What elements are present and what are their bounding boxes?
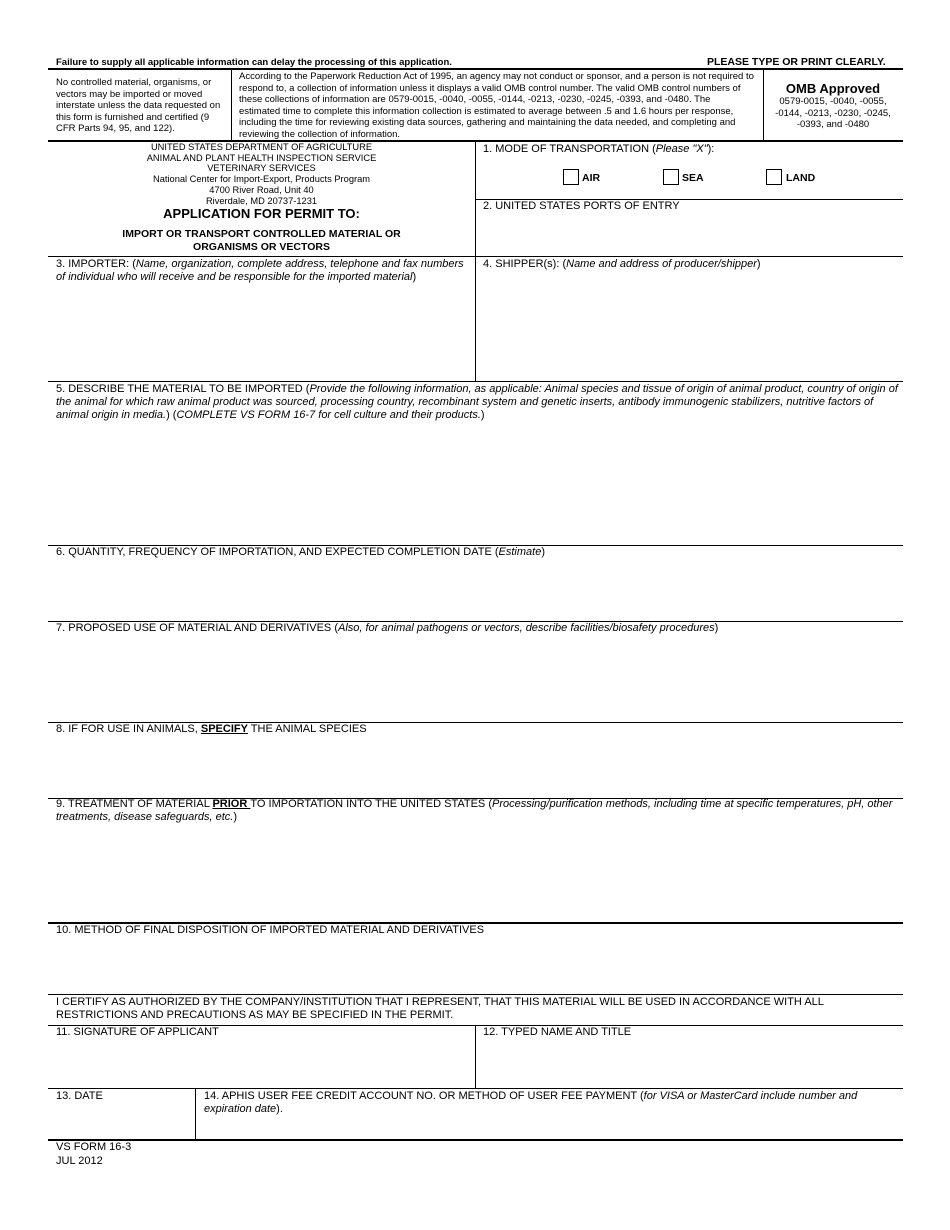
date-field[interactable] [50,1106,193,1138]
divider [475,141,476,381]
importer-label: 3. IMPORTER: (Name, organization, complete address, telephone and fax numbers of individual who will receive and be responsible for the imported material) [56,258,464,283]
sea-label: SEA [682,172,704,184]
quantity-label: 6. QUANTITY, FREQUENCY OF IMPORTATION, AND EXPECTED COMPLETION DATE (Estimate) [56,546,545,558]
divider [48,68,903,70]
fee-label: 14. APHIS USER FEE CREDIT ACCOUNT NO. OR METHOD OF USER FEE PAYMENT (for VISA or MasterCard include number and expiration date). [204,1090,858,1115]
agency-line: 4700 River Road, Unit 40 [209,184,314,195]
agency-line: ANIMAL AND PLANT HEALTH INSPECTION SERVICE [146,152,377,163]
omb-approved-title: OMB Approved [785,81,881,96]
land-checkbox[interactable] [766,169,782,185]
agency-line: Riverdale, MD 20737-1231 [205,195,318,206]
signature-field[interactable] [50,1042,473,1086]
divider [48,994,903,995]
transport-label: 1. MODE OF TRANSPORTATION (Please "X"): [483,143,715,155]
divider [475,1026,476,1088]
shipper-field[interactable] [477,272,902,380]
divider [231,69,232,140]
animals-label: 8. IF FOR USE IN ANIMALS, SPECIFY THE ANIMAL SPECIES [56,723,367,735]
form-date: JUL 2012 [56,1155,103,1167]
divider [48,1088,903,1089]
agency-block [48,142,475,253]
ports-label: 2. UNITED STATES PORTS OF ENTRY [483,200,680,212]
controlled-material-notice: No controlled material, organisms, or vectors may be imported or moved interstate unless the data requested on this form is furnished and certified (9 CFR Parts 94, 95, and 122). [56,77,221,134]
form-subtitle: ORGANISMS OR VECTORS [193,240,330,253]
divider [48,1139,903,1141]
quantity-field[interactable] [50,562,902,619]
typed-name-field[interactable] [477,1042,902,1086]
animals-field[interactable] [50,739,902,796]
date-label: 13. DATE [56,1090,103,1102]
fee-field[interactable] [197,1118,902,1138]
agency-line: VETERINARY SERVICES [207,163,316,174]
form-subtitle: IMPORT OR TRANSPORT CONTROLLED MATERIAL OR [122,228,401,241]
form-title: APPLICATION FOR PERMIT TO: [163,206,360,222]
divider [195,1089,196,1139]
shipper-label: 4. SHIPPER(s): (Name and address of producer/shipper) [483,258,761,270]
form-number: VS FORM 16-3 [56,1141,132,1153]
divider [48,381,903,382]
treatment-field[interactable] [50,826,902,920]
agency-line: UNITED STATES DEPARTMENT OF AGRICULTURE [150,142,373,152]
divider [763,69,764,140]
land-label: LAND [786,172,816,184]
ports-field[interactable] [477,214,902,254]
disposition-field[interactable] [50,940,902,992]
header-warning: Failure to supply all applicable information can delay the processing of this application. [56,57,452,68]
signature-label: 11. SIGNATURE OF APPLICANT [56,1026,219,1038]
omb-numbers: 0579-0015, -0040, -0055, -0144, -0213, -0230, -0245, -0393, and -0480 [775,96,891,130]
print-clearly-note: PLEASE TYPE OR PRINT CLEARLY. [707,56,886,68]
air-checkbox[interactable] [563,169,579,185]
typed-name-label: 12. TYPED NAME AND TITLE [483,1026,632,1038]
importer-field[interactable] [50,285,473,379]
treatment-label: 9. TREATMENT OF MATERIAL PRIOR TO IMPORTATION INTO THE UNITED STATES (Processing/purification methods, including time at specific temperatures, pH, other treatments, disease safeguards, etc.) [56,798,893,823]
material-field[interactable] [50,424,902,543]
use-field[interactable] [50,638,902,720]
certification-text: I CERTIFY AS AUTHORIZED BY THE COMPANY/INSTITUTION THAT I REPRESENT, THAT THIS MATERIAL WILL BE USED IN ACCORDANCE WITH ALL RESTRICTIONS AND PRECAUTIONS AS MAY BE SPECIFIED IN THE PERMIT. [56,996,824,1021]
air-label: AIR [582,172,601,184]
agency-line: National Center for Import-Export, Products Program [152,174,370,185]
divider [48,256,903,257]
use-label: 7. PROPOSED USE OF MATERIAL AND DERIVATIVES (Also, for animal pathogens or vectors, describe facilities/biosafety procedures) [56,622,719,634]
paperwork-notice: According to the Paperwork Reduction Act of 1995, an agency may not conduct or sponsor, and a person is not required to respond to, a collection of information unless it displays a valid OMB control number. The valid OMB control numbers of these collections of information are 0579-0015, -0040, -0055, -0144, -0213, -0230, -0245, -0393, and -0480. The estimated time to complete this information collection is estimated to average between .5 and 1.6 hours per response, including the time for reviewing existing data sources, gathering and maintaining the data needed, and completing and reviewing the collection of information. [239,71,754,140]
sea-checkbox[interactable] [663,169,679,185]
material-label: 5. DESCRIBE THE MATERIAL TO BE IMPORTED (Provide the following information, as applicable: Animal species and tissue of origin of animal product, country of origin of the animal for which raw animal product was sourced, processing country, recombinant system and genetic inserts, antibody immunogenic stabilizers, nutritive factors of animal origin in media.) (COMPLETE VS FORM 16-7 for cell culture and their products.) [56,383,898,421]
disposition-label: 10. METHOD OF FINAL DISPOSITION OF IMPORTED MATERIAL AND DERIVATIVES [56,924,485,936]
